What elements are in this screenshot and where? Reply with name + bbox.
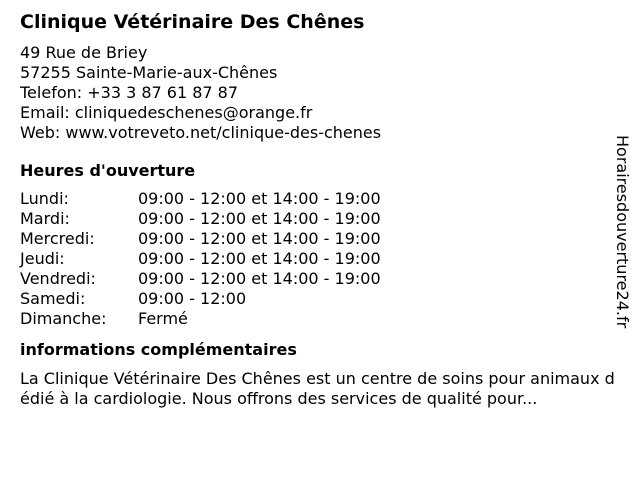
day-hours: 09:00 - 12:00 et 14:00 - 19:00 (138, 209, 381, 228)
info-heading: informations complémentaires (20, 340, 297, 359)
day-label: Vendredi: (20, 269, 96, 288)
hours-heading: Heures d'ouverture (20, 161, 196, 180)
opening-hours-table (20, 189, 381, 329)
email-address: Email: cliniquedeschenes@orange.fr (20, 103, 313, 122)
clinic-card (20, 10, 620, 409)
day-label: Lundi: (20, 189, 69, 208)
website-url: Web: www.votreveto.net/clinique-des-chenes (20, 123, 382, 142)
hours-row-samedi (20, 289, 381, 309)
clinic-description: La Clinique Vétérinaire Des Chênes est un centre de soins pour animaux dédié à la cardiologie. Nous offrons des services de qualité pour... (20, 369, 615, 408)
day-label: Samedi: (20, 289, 86, 308)
day-hours: 09:00 - 12:00 et 14:00 - 19:00 (138, 249, 381, 268)
hours-row-jeudi (20, 249, 381, 269)
hours-row-lundi (20, 189, 381, 209)
day-label: Mercredi: (20, 229, 95, 248)
day-hours: 09:00 - 12:00 et 14:00 - 19:00 (138, 189, 381, 208)
contact-block (20, 43, 620, 143)
address-city: 57255 Sainte-Marie-aux-Chênes (20, 63, 278, 82)
hours-row-dimanche (20, 309, 381, 329)
day-label: Jeudi: (20, 249, 65, 268)
day-hours: 09:00 - 12:00 et 14:00 - 19:00 (138, 269, 381, 288)
clinic-name: Clinique Vétérinaire Des Chênes (20, 11, 365, 33)
day-hours: 09:00 - 12:00 (138, 289, 247, 308)
day-label: Mardi: (20, 209, 70, 228)
day-label: Dimanche: (20, 309, 107, 328)
day-hours: 09:00 - 12:00 et 14:00 - 19:00 (138, 229, 381, 248)
hours-row-mercredi (20, 229, 381, 249)
phone-number: Telefon: +33 3 87 61 87 87 (20, 83, 239, 102)
hours-row-mardi (20, 209, 381, 229)
site-watermark: Horairesdouverture24.fr (613, 135, 632, 329)
hours-row-vendredi (20, 269, 381, 289)
address-street: 49 Rue de Briey (20, 43, 148, 62)
day-hours: Fermé (138, 309, 188, 328)
